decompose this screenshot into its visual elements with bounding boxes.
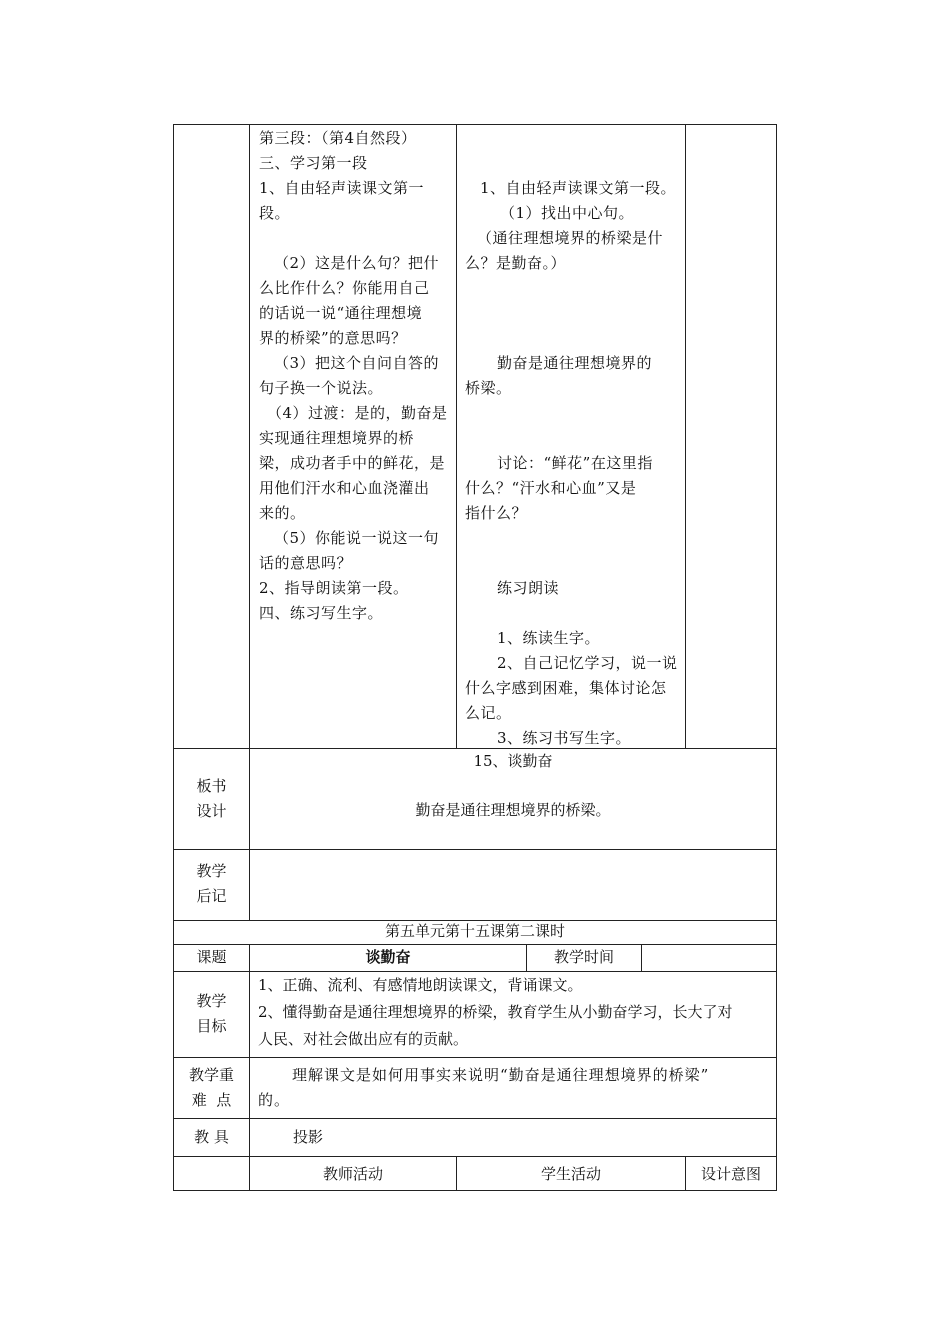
teacher-activity-line: 2、指导朗读第一段。 [259,579,409,597]
student-activity-line: 讨论：“鲜花”在这里指 [497,454,653,472]
student-activity-line: 么记。 [465,704,512,722]
teacher-activity-line: 么比作什么？你能用自己 [259,279,430,297]
student-activity-line [465,326,681,351]
student-activity-line: 1、自由轻声读课文第一段。 [480,179,677,197]
teacher-activity-line: 界的桥梁”的意思吗？ [259,329,407,347]
goal-line-3: 人民、对社会做出应有的贡献。 [258,1030,469,1048]
topic-label: 课题 [196,948,227,966]
key-points-label-line-2: 难 点 [191,1091,232,1109]
teacher-activity-line: （2）这是什么句？把什 [274,254,440,272]
reflection-row [174,849,776,920]
student-activity-line: 桥梁。 [465,379,512,397]
lesson-plan-table [173,124,777,1191]
teacher-activity-line: 句子换一个说法。 [259,379,384,397]
topic-row [174,944,776,971]
teacher-activity-line: 第三段：（第4自然段） [259,129,417,147]
key-points-label-line-1: 教学重 [188,1066,234,1084]
key-points-text-1: 理解课文是如何用事实来说明“勤奋是通往理想境界的桥梁” [292,1066,710,1084]
activity-header-row [174,1156,776,1191]
goals-label-line-1: 教学 [196,992,227,1010]
student-activity-line: 2、自己记忆学习，说一说 [497,654,678,672]
teacher-activity-line: 实现通往理想境界的桥 [259,429,415,447]
student-activity-cell [465,126,681,751]
teacher-activity-line: （5）你能说一说这一句 [274,529,440,547]
teacher-activity-line [259,226,449,251]
lesson-header-row [174,920,776,944]
goal-line-2: 2、懂得勤奋是通往理想境界的桥梁，教育学生从小勤奋学习，长大了对 [258,1003,733,1021]
teacher-activity-line: 梁，成功者手中的鲜花，是 [259,454,446,472]
board-design-row [174,748,776,849]
student-activity-line [465,301,681,326]
board-label-line-1: 板书 [196,777,227,795]
student-activity-line [465,551,681,576]
teaching-time-label: 教学时间 [553,948,614,966]
board-title: 15、谈勤奋 [473,752,553,770]
teacher-activity-cell [259,126,449,626]
teacher-activity-line: 1、自由轻声读课文第一 [259,179,425,197]
teacher-activity-line: 话的意思吗？ [259,554,353,572]
teacher-activity-line: 用他们汗水和心血浇灌出 [259,479,430,497]
student-activity-line: 指什么？ [465,504,528,522]
design-intent-header: 设计意图 [700,1165,761,1183]
reflection-label-line-1: 教学 [196,862,227,880]
student-activity-line [465,426,681,451]
student-activity-line [465,151,681,176]
teacher-activity-line: （4）过渡：是的，勤奋是 [267,404,448,422]
topic-value: 谈勤奋 [365,948,411,966]
student-activity-line [465,526,681,551]
lesson-header: 第五单元第十五课第二课时 [384,922,565,940]
teaching-goals-row [174,971,776,1057]
student-activity-line: 1、练读生字。 [497,629,601,647]
student-activity-line: 什么？“汗水和心血”又是 [465,479,637,497]
goals-label-line-2: 目标 [196,1017,227,1035]
teacher-activity-header: 教师活动 [322,1165,383,1183]
goal-line-1: 1、正确、流利、有感情地朗读课文，背诵课文。 [258,976,583,994]
student-activity-header: 学生活动 [540,1165,601,1183]
student-activity-line: （通往理想境界的桥梁是什 [477,229,664,247]
teacher-activity-line: 四、练习写生字。 [259,604,384,622]
student-activity-line [465,601,681,626]
key-points-row [174,1057,776,1118]
student-activity-line [465,276,681,301]
teacher-activity-line: （3）把这个自问自答的 [274,354,440,372]
teacher-activity-line: 三、学习第一段 [259,154,368,172]
tools-value: 投影 [293,1128,324,1146]
tools-label: 教 具 [194,1128,229,1146]
key-points-line-1 [258,1063,774,1088]
reflection-label-line-2: 后记 [196,887,227,905]
student-activity-line: 勤奋是通往理想境界的 [497,354,653,372]
student-activity-line: 么？是勤奋。） [465,254,567,272]
teacher-activity-line: 的话说一说“通往理想境 [259,304,423,322]
student-activity-line [465,401,681,426]
board-content: 勤奋是通往理想境界的桥梁。 [415,801,611,819]
student-activity-line: 什么字感到困难，集体讨论怎 [465,679,667,697]
student-activity-line: 3、练习书写生字。 [497,729,632,747]
board-label-line-2: 设计 [196,802,227,820]
teacher-activity-line: 段。 [259,204,291,222]
student-activity-line: （1）找出中心句。 [500,204,635,222]
key-points-line-2: 的。 [258,1091,291,1109]
student-activity-line: 练习朗读 [497,579,560,597]
teaching-tools-row [174,1118,776,1156]
teacher-activity-line: 来的。 [259,504,306,522]
student-activity-line [465,126,681,151]
